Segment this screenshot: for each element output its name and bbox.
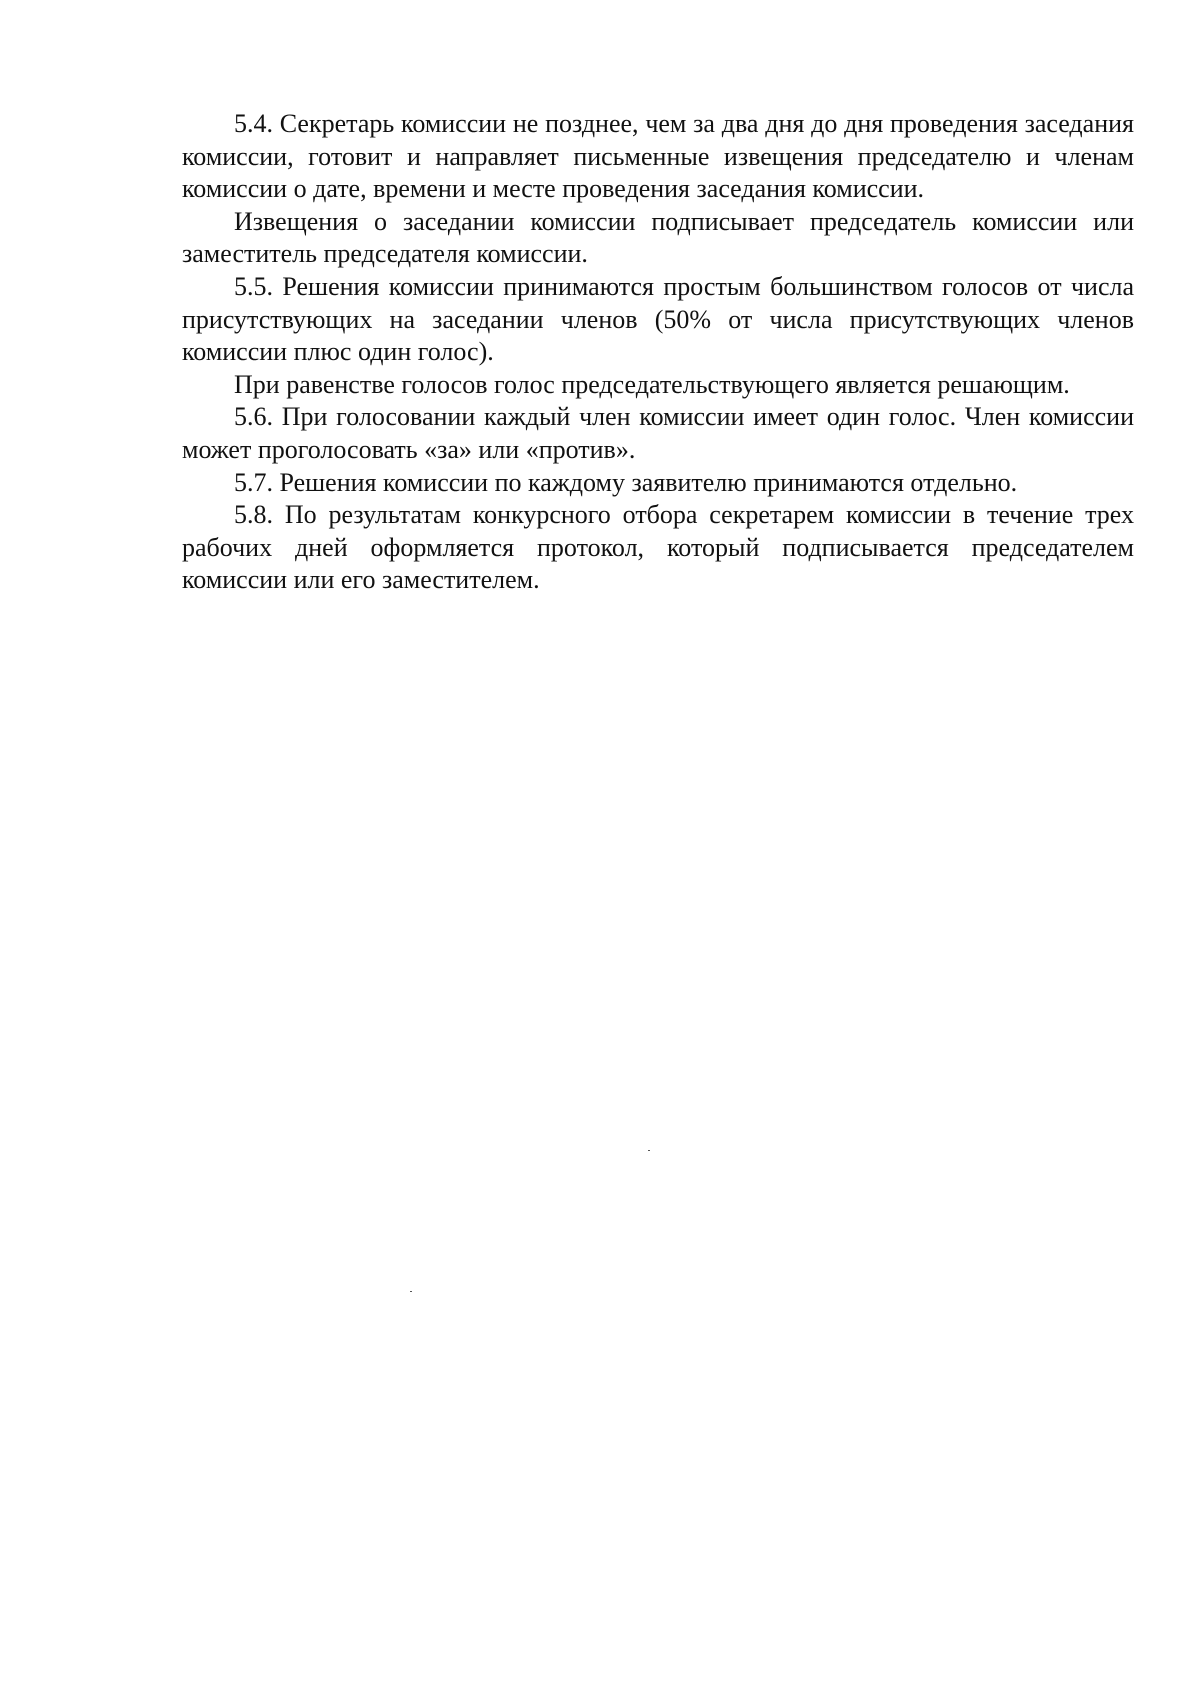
paragraph-5-7: 5.7. Решения комиссии по каждому заявителю принимаются отдельно. bbox=[234, 467, 1018, 497]
paragraph-5-8: 5.8. По результатам конкурсного отбора секретарем комиссии в течение трех рабочих дней оформляется протокол, который подписывается председателем комиссии или его заместителем. bbox=[182, 500, 1134, 595]
scan-speck bbox=[410, 1291, 412, 1292]
paragraph-5-5: 5.5. Решения комиссии принимаются простым большинством голосов от числа присутствующих на заседании членов (50% от числа присутствующих членов комиссии плюс один голос). bbox=[182, 271, 1134, 367]
paragraph-notice-signing: Извещения о заседании комиссии подписывает председатель комиссии или заместитель председателя комиссии. bbox=[182, 206, 1134, 269]
scan-speck bbox=[648, 1150, 650, 1151]
paragraph-5-6: 5.6. При голосовании каждый член комиссии имеет один голос. Член комиссии может проголосовать «за» или «против». bbox=[182, 402, 1134, 464]
paragraph-5-4: 5.4. Секретарь комиссии не позднее, чем за два дня до дня проведения заседания комиссии, готовит и направляет письменные извещения председателю и членам комиссии о дате, времени и месте проведения заседания комиссии. bbox=[182, 109, 1134, 204]
document-body bbox=[182, 108, 1134, 597]
paragraph-tie-vote: При равенстве голосов голос председательствующего является решающим. bbox=[234, 369, 1070, 399]
